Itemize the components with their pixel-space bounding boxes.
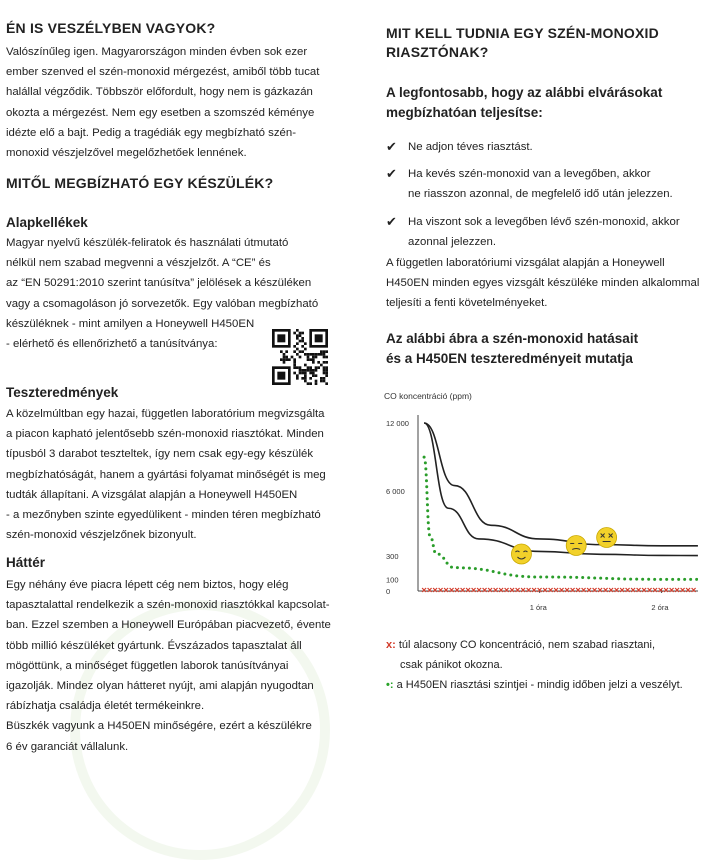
chart-title-line: Az alábbi ábra a szén-monoxid hatásait	[386, 331, 639, 346]
alarm-dot	[683, 578, 686, 581]
requirement-line: azonnal jelezzen.	[408, 235, 497, 248]
text-line: igazolják. Mindez olyan hátteret nyújt, ami alapján nyugodtan	[6, 680, 314, 693]
co-chart	[372, 385, 698, 625]
right-title	[386, 24, 706, 62]
alarm-dot	[423, 456, 426, 459]
requirement-item	[386, 137, 706, 157]
dizzy-face-icon	[597, 528, 617, 548]
text-line: több millió készüléket gyártunk. Évszázados tapasztalat áll	[6, 639, 302, 652]
requirement-item	[386, 164, 706, 204]
alarm-dot	[428, 533, 431, 536]
alarm-dot	[581, 576, 584, 579]
requirement-item	[386, 212, 706, 252]
alarm-dot	[427, 521, 430, 524]
text-line: monoxid vészjelzővel megelőzhetőek lennének.	[6, 147, 247, 160]
text-line: halállal végződik. Többször előfordult, hogy nem is gázkazán	[6, 86, 313, 99]
danger-text	[6, 42, 351, 163]
chart-title	[386, 329, 706, 369]
alarm-dot	[617, 577, 620, 580]
alarm-dot	[653, 578, 656, 581]
y-tick-label: 100	[386, 575, 399, 585]
text-line: okozta a mérgezést. Nem egy esetben a szomszéd kéménye	[6, 106, 315, 119]
text-line: ember szenved el szén-monoxid mérgezést, amiből több tucat	[6, 66, 320, 79]
alarm-dot	[545, 576, 548, 579]
alarm-dot	[425, 485, 428, 488]
alarm-dot	[569, 576, 572, 579]
alarm-dot	[424, 461, 427, 464]
text-line: ban. Ezzel szemben a Honeywell Európában piacvezető, évente	[6, 619, 331, 632]
alarm-dot	[426, 515, 429, 518]
background-text	[6, 575, 351, 757]
x-legend-text: túl alacsony CO koncentráció, nem szabad riasztani,	[398, 639, 656, 651]
text-line: A közelmúltban egy hazai, független laboratórium megvizsgálta	[6, 408, 325, 420]
text-line: vagy a csomagoláson jó sorvezetők. Egy valóban megbízható	[6, 297, 319, 310]
y-tick-label: 300	[386, 552, 399, 561]
text-line: teljesíti a fenti követelményeket.	[386, 297, 548, 310]
text-line: az “EN 50291:2010 szerint tanúsítva” jelölések a készüléken	[6, 277, 312, 290]
text-line: a piacon kapható jelentősebb szén-monoxid riasztókat. Minden	[6, 428, 324, 441]
dot-legend-symbol: •:	[386, 679, 394, 691]
alarm-dot	[480, 568, 483, 571]
alarm-dot	[533, 575, 536, 578]
alarm-dot	[659, 578, 662, 581]
alarm-dot	[425, 473, 428, 476]
checkmark-icon: ✔	[386, 139, 397, 154]
alarm-dot	[432, 544, 435, 547]
co-curve-line	[424, 423, 698, 556]
text-line: szén-monoxid vészjelzőnek bizonyult.	[6, 529, 197, 542]
alarm-dot	[539, 576, 542, 579]
checkmark-icon: ✔	[386, 213, 397, 229]
y-tick-label: 0	[386, 587, 391, 596]
test-results-text	[6, 404, 351, 545]
text-line: mögöttünk, a minőséget független laborok tanúsítványai	[6, 659, 289, 672]
alarm-dot	[426, 497, 429, 500]
alarm-dot	[593, 576, 596, 579]
requirements-list	[386, 137, 706, 259]
alarm-dot	[515, 574, 518, 577]
alarm-dot	[599, 577, 602, 580]
sick-face-icon	[566, 535, 586, 555]
text-line: nélkül nem szabad megvenni a vészjelzőt. A “CE” és	[6, 257, 271, 270]
alarm-dot	[462, 566, 465, 569]
text-line: megbízhatóságát, hanem a gyártási folyamat minőségét is meg	[6, 468, 326, 481]
text-line: - a mezőnyben szinte egyedülikent - minden téren megbízható	[6, 509, 321, 522]
requirements-subtitle	[386, 83, 706, 123]
subtitle-line: A legfontosabb, hogy az alábbi elvárásokat	[386, 85, 663, 100]
alarm-dot	[677, 578, 680, 581]
alarm-dot	[623, 577, 626, 580]
alarm-dot	[424, 467, 427, 470]
alarm-dot	[605, 577, 608, 580]
requirement-line: Ha kevés szén-monoxid van a levegőben, akkor	[408, 168, 651, 181]
alarm-dot	[521, 575, 524, 578]
alarm-dot	[446, 562, 449, 565]
alarm-dot	[426, 509, 429, 512]
alarm-dot	[557, 576, 560, 579]
x-tick-label: 1 óra	[529, 603, 547, 612]
x-tick-label: 2 óra	[651, 603, 669, 612]
dot-legend-text: a H450EN riasztási szintjei - mindig időben jelzi a veszélyt.	[396, 679, 683, 691]
alarm-dot	[551, 576, 554, 579]
alarm-dot	[498, 571, 501, 574]
alarm-dot	[438, 553, 441, 556]
text-line: Valószínűleg igen. Magyarországon minden évben sok ezer	[6, 46, 308, 58]
right-title-line: RIASZTÓNAK?	[386, 44, 489, 60]
alarm-dot	[671, 578, 674, 581]
checkmark-icon: ✔	[386, 166, 397, 182]
text-line: - elérhető és ellenőrizhető a tanúsítványa:	[6, 338, 218, 351]
x-legend-symbol: x:	[386, 639, 396, 651]
alarm-dot	[426, 503, 429, 506]
lab-paragraph	[386, 253, 706, 314]
alarm-dot	[431, 538, 434, 541]
alarm-dot	[474, 567, 477, 570]
alarm-dot	[635, 578, 638, 581]
text-line: tapasztalattal rendelkezik a szén-monoxid riasztókkal kapcsolat-	[6, 599, 330, 612]
alarm-dot	[665, 578, 668, 581]
alarm-dot	[563, 576, 566, 579]
alarm-dot	[442, 557, 445, 560]
requirement-line: Ha viszont sok a levegőben lévő szén-monoxid, akkor	[408, 215, 680, 228]
x-legend-text2: csak pánikot okozna.	[400, 659, 503, 671]
text-line: tudták állapítani. A vizsgálat alapján a Honeywell H450EN	[6, 488, 298, 501]
heading-background: Háttér	[6, 555, 46, 570]
y-axis-label: CO koncentráció (ppm)	[384, 391, 472, 401]
text-line: A független laboratóriumi vizsgálat alapján a Honeywell	[386, 257, 665, 269]
text-line: Egy néhány éve piacra lépett cég nem biztos, hogy elég	[6, 579, 289, 591]
alarm-dot	[425, 491, 428, 494]
alarm-dot	[641, 578, 644, 581]
alarm-dot	[433, 550, 436, 553]
happy-face-icon	[511, 544, 531, 564]
alarm-dot	[486, 569, 489, 572]
alarm-dot	[647, 578, 650, 581]
heading-basics: Alapkellékek	[6, 215, 88, 230]
alarm-dot	[427, 527, 430, 530]
alarm-dot	[575, 576, 578, 579]
text-line: Magyar nyelvű készülék-feliratok és használati útmutató	[6, 237, 289, 249]
qr-code-icon	[272, 329, 328, 385]
text-line: készüléknek - mint amilyen a Honeywell H450EN	[6, 317, 255, 330]
y-tick-label: 12 000	[386, 419, 409, 428]
section-title-reliability: MITŐL MEGBÍZHATÓ EGY KÉSZÜLÉK?	[6, 175, 274, 191]
alarm-dot	[468, 567, 471, 570]
requirement-line: ne riasszon azonnal, de megfelelő idő után jelezzen.	[408, 188, 673, 201]
alarm-dot	[503, 572, 506, 575]
right-title-line: MIT KELL TUDNIA EGY SZÉN-MONOXID	[386, 25, 659, 41]
alarm-dot	[695, 578, 698, 581]
alarm-dot	[425, 479, 428, 482]
section-title-danger: ÉN IS VESZÉLYBEN VAGYOK?	[6, 20, 216, 36]
subtitle-line: megbízhatóan teljesítse:	[386, 105, 543, 120]
text-line: típusból 3 darabot teszteltek, így nem csak egy-egy készülék	[6, 448, 314, 461]
chart-legend	[386, 635, 706, 695]
chart-title-line: és a H450EN teszteredményeit mutatja	[386, 351, 633, 366]
alarm-dot	[456, 566, 459, 569]
alarm-dot	[629, 578, 632, 581]
text-line: Büszkék vagyunk a H450EN minőségére, ezért a készülékre	[6, 720, 312, 733]
alarm-dot	[527, 575, 530, 578]
text-line: H450EN minden egyes vizsgált készüléke minden alkalommal	[386, 277, 700, 290]
alarm-dot	[509, 574, 512, 577]
y-tick-label: 6 000	[386, 487, 405, 497]
text-line: 6 év garanciát vállalunk.	[6, 740, 129, 753]
alarm-dot	[611, 577, 614, 580]
alarm-dot	[587, 576, 590, 579]
text-line: idézte elő a bajt. Pedig a tragédiák egy megbízható szén-	[6, 126, 297, 139]
alarm-dot	[492, 570, 495, 573]
alarm-dot	[689, 578, 692, 581]
heading-test-results: Teszteredmények	[6, 385, 119, 400]
requirement-line: Ne adjon téves riasztást.	[408, 141, 533, 153]
text-line: rábízhatja családja életét termékeinkre.	[6, 700, 205, 713]
alarm-dot	[450, 566, 453, 569]
